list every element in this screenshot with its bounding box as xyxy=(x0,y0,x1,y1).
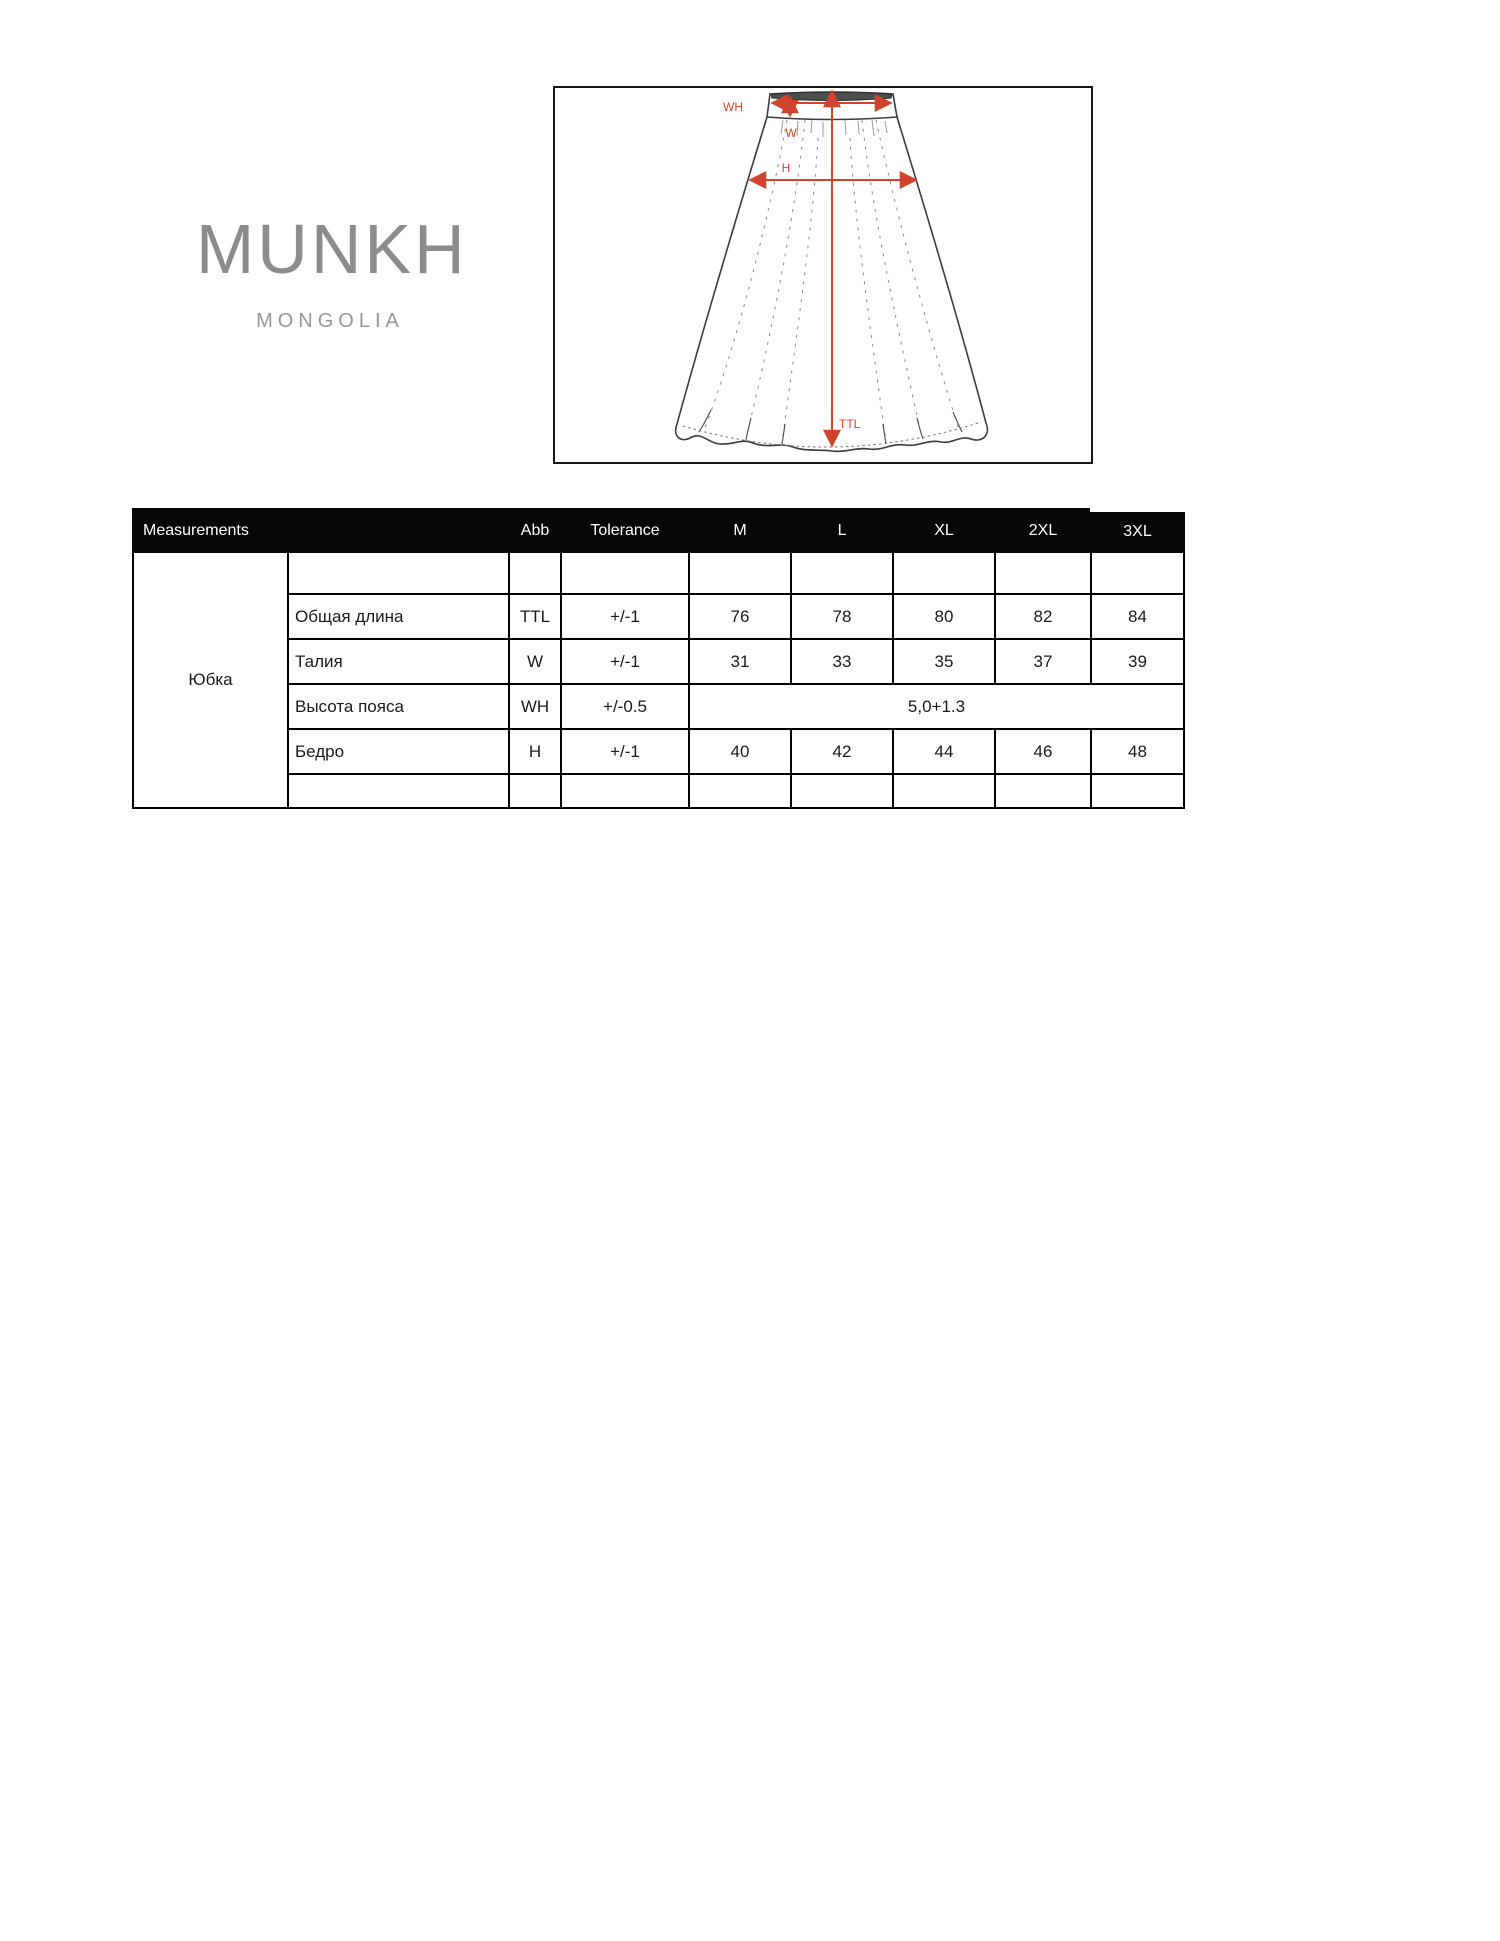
header-size-xl: XL xyxy=(893,509,995,552)
cell-abb xyxy=(509,774,561,808)
cell-abb: WH xyxy=(509,684,561,729)
cell-value xyxy=(1091,552,1184,594)
cell-value: 39 xyxy=(1091,639,1184,684)
cell-value: 76 xyxy=(689,594,791,639)
cell-abb: W xyxy=(509,639,561,684)
cell-value xyxy=(893,774,995,808)
skirt-diagram xyxy=(555,88,1091,462)
waistband-height-label: WH xyxy=(723,100,743,114)
cell-name: Бедро xyxy=(288,729,509,774)
cell-value xyxy=(995,552,1091,594)
cell-tolerance: +/-0.5 xyxy=(561,684,689,729)
cell-tolerance: +/-1 xyxy=(561,639,689,684)
header-size-3xl: 3XL xyxy=(1091,509,1184,552)
cell-value: 42 xyxy=(791,729,893,774)
table-row xyxy=(133,774,1184,808)
cell-value: 44 xyxy=(893,729,995,774)
cell-value: 48 xyxy=(1091,729,1184,774)
cell-merged-value: 5,0+1.3 xyxy=(689,684,1184,729)
header-abb: Abb xyxy=(509,509,561,552)
brand-logo xyxy=(196,210,468,333)
cell-tolerance xyxy=(561,774,689,808)
cell-value: 35 xyxy=(893,639,995,684)
skirt-diagram-box xyxy=(553,86,1093,464)
cell-abb: H xyxy=(509,729,561,774)
table-body xyxy=(133,552,1184,808)
table-row xyxy=(133,684,1184,729)
cell-value: 31 xyxy=(689,639,791,684)
cell-name: Высота пояса xyxy=(288,684,509,729)
cell-value: 80 xyxy=(893,594,995,639)
table-row xyxy=(133,552,1184,594)
cell-name xyxy=(288,552,509,594)
cell-abb: TTL xyxy=(509,594,561,639)
brand-subtitle: MONGOLIA xyxy=(256,310,404,332)
cell-value xyxy=(1091,774,1184,808)
cell-value xyxy=(995,774,1091,808)
cell-value: 82 xyxy=(995,594,1091,639)
cell-name: Талия xyxy=(288,639,509,684)
cell-value xyxy=(689,552,791,594)
cell-value: 40 xyxy=(689,729,791,774)
brand-name: MUNKH xyxy=(196,210,468,288)
cell-name: Общая длина xyxy=(288,594,509,639)
cell-tolerance: +/-1 xyxy=(561,729,689,774)
cell-value xyxy=(791,552,893,594)
header-tolerance: Tolerance xyxy=(561,509,689,552)
waist-label: W xyxy=(785,126,797,140)
cell-name xyxy=(288,774,509,808)
header-size-l: L xyxy=(791,509,893,552)
measurements-table xyxy=(132,506,1185,809)
cell-value xyxy=(689,774,791,808)
header-size-2xl: 2XL xyxy=(995,509,1091,552)
header-measurements: Measurements xyxy=(133,509,509,552)
cell-tolerance: +/-1 xyxy=(561,594,689,639)
cell-value: 78 xyxy=(791,594,893,639)
table-row xyxy=(133,729,1184,774)
cell-value: 84 xyxy=(1091,594,1184,639)
cell-abb xyxy=(509,552,561,594)
table-header-row xyxy=(133,509,1184,552)
cell-value: 33 xyxy=(791,639,893,684)
cell-value: 37 xyxy=(995,639,1091,684)
cell-tolerance xyxy=(561,552,689,594)
cell-group-label: Юбка xyxy=(133,552,288,808)
header-size-m: M xyxy=(689,509,791,552)
table-row xyxy=(133,639,1184,684)
cell-value xyxy=(791,774,893,808)
hip-label: H xyxy=(781,161,791,175)
total-length-label: TTL xyxy=(839,417,861,431)
table-row xyxy=(133,594,1184,639)
cell-value: 46 xyxy=(995,729,1091,774)
cell-value xyxy=(893,552,995,594)
